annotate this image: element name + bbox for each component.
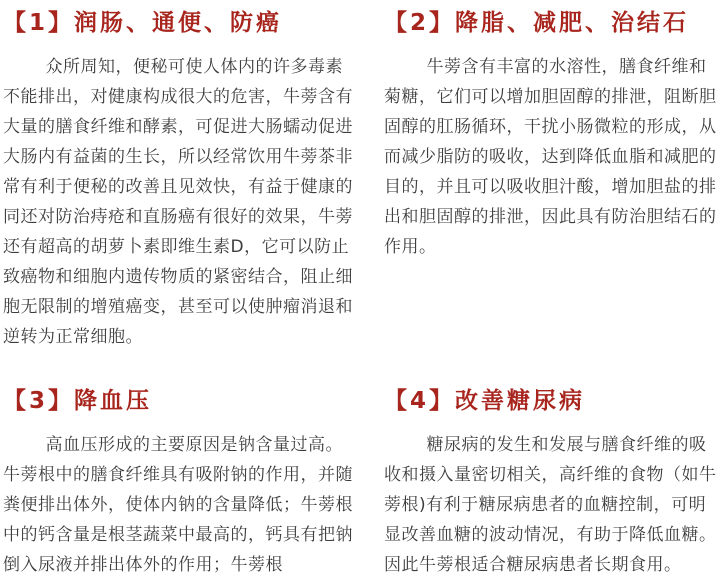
section-1-body-text: 众所周知，便秘可使人体内的许多毒素不能排出，对健康构成很大的危害，牛蒡含有大量的膳食纤维和酵素，可促进大肠蠕动促进大肠内有益菌的生长，所以经常饮用牛蒡茶非常有利于便秘的改善且见效快，有益于健康的同还对防治痔疮和直肠癌有很好的效果，牛蒡还有超高的胡萝卜素即维生素D，它可以防止致癌物和细胞内遗传物质的紧密结合，阻止细胞无限制的增殖癌变，甚至可以使肿瘤消退和逆转为正常细胞。 — [3, 57, 353, 347]
section-benefit-4 — [384, 384, 722, 574]
section-4-body-text: 糖尿病的发生和发展与膳食纤维的吸收和摄入量密切相关，高纤维的食物（如牛蒡根)有利于糖尿病患者的血糖控制，可明显改善血糖的波动情况，有助于降低血糖。因此牛蒡根适合糖尿病患者长期食用。 — [384, 435, 717, 574]
section-benefit-2 — [384, 6, 722, 384]
section-3-heading: 【3】降血压 — [3, 388, 153, 414]
section-3-body-text: 高血压形成的主要原因是钠含量过高。牛蒡根中的膳食纤维具有吸附钠的作用，并随粪便排出体外，使体内钠的含量降低；牛蒡根中的钙含量是根茎蔬菜中最高的，钙具有把钠倒入尿液并排出体外的作用；牛蒡根 — [3, 435, 353, 574]
section-1-heading: 【1】润肠、通便、防癌 — [3, 10, 283, 36]
section-2-heading: 【2】降脂、减肥、治结石 — [384, 10, 690, 36]
section-4-heading: 【4】改善糖尿病 — [384, 388, 586, 414]
section-benefit-1 — [3, 6, 359, 384]
section-2-body-text: 牛蒡含有丰富的水溶性，膳食纤维和菊糖，它们可以增加胆固醇的排泄，阻断胆固醇的肛肠循环，干扰小肠微粒的形成，从而减少脂防的吸收，达到降低血脂和减肥的目的，并且可以吸收胆汁酸，增加胆盐的排出和胆固醇的排泄，因此具有防治胆结石的作用。 — [384, 57, 717, 257]
section-benefit-3 — [3, 384, 359, 574]
